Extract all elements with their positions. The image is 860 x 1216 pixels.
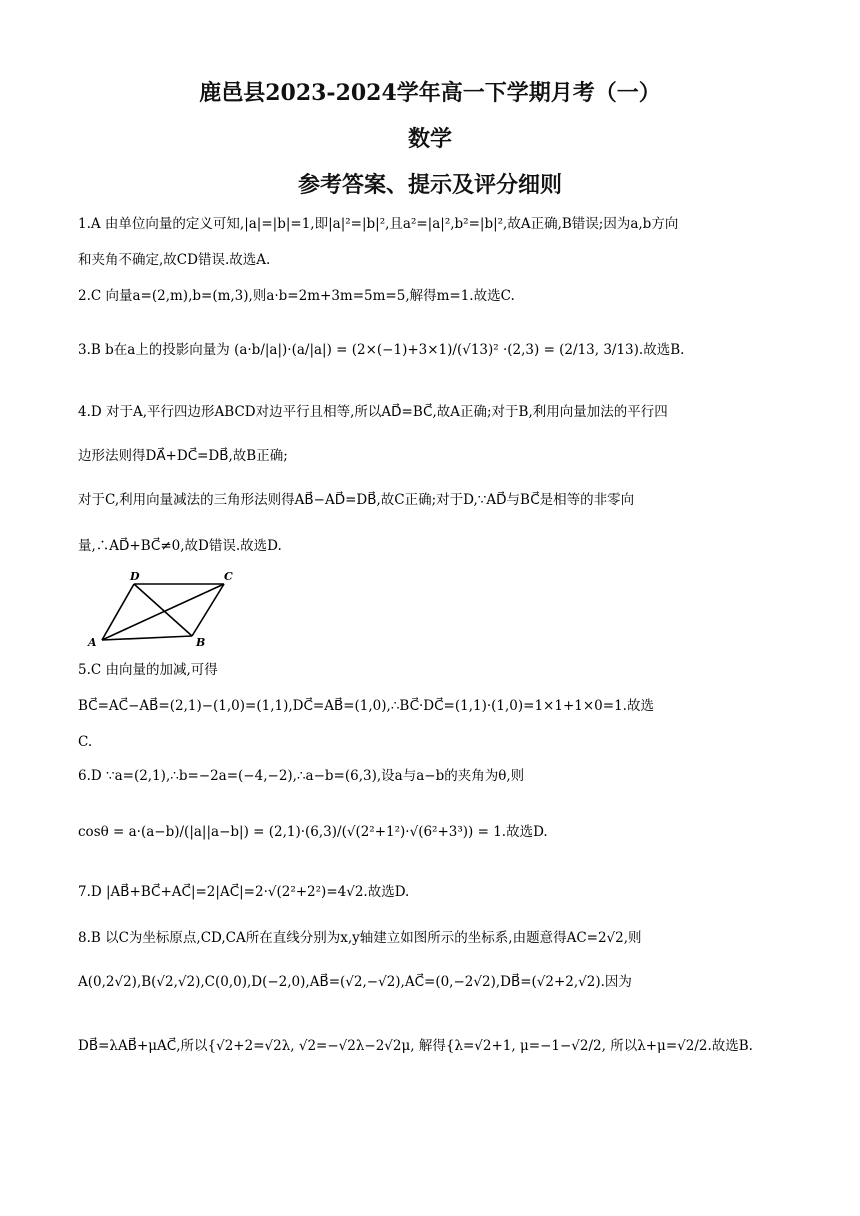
vertex-label-a: A xyxy=(88,636,97,649)
answer-5-line-2: BC⃗=AC⃗−AB⃗=(2,1)−(1,0)=(1,1),DC⃗=AB⃗=(1,0),∴BC⃗·DC⃗=(1,1)·(1,0)=1×1+1×0=1.故选 xyxy=(78,698,654,714)
answer-8-line-2: A(0,2√2),B(√2,√2),C(0,0),D(−2,0),AB⃗=(√2,−√2),AC⃗=(0,−2√2),DB⃗=(√2+2,√2).因为 xyxy=(78,974,632,990)
answer-5-line-3: C. xyxy=(78,734,93,750)
answer-1-line-2: 和夹角不确定,故CD错误.故选A. xyxy=(78,252,271,268)
answer-4-line-3: 对于C,利用向量减法的三角形法则得AB⃗−AD⃗=DB⃗,故C正确;对于D,∵AD⃗与BC⃗是相等的非零向 xyxy=(78,492,635,508)
vertex-label-c: C xyxy=(224,570,233,583)
answer-2: 2.C 向量a=(2,m),b=(m,3),则a·b=2m+3m=5m=5,解得m=1.故选C. xyxy=(78,288,515,304)
answer-8-line-1: 8.B 以C为坐标原点,CD,CA所在直线分别为x,y轴建立如图所示的坐标系,由题意得AC=2√2,则 xyxy=(78,930,642,946)
vertex-label-b: B xyxy=(196,636,206,649)
answer-3: 3.B b在a上的投影向量为 (a·b/|a|)·(a/|a|) = (2×(−1)+3×1)/(√13)² ·(2,3) = (2/13, 3/13).故选B. xyxy=(78,342,685,358)
answer-8-line-3: DB⃗=λAB⃗+μAC⃗,所以{√2+2=√2λ, √2=−√2λ−2√2μ, 解得{λ=√2+1, μ=−1−√2/2, 所以λ+μ=√2/2.故选B. xyxy=(78,1038,753,1054)
answer-1-line-1: 1.A 由单位向量的定义可知,|a|=|b|=1,即|a|²=|b|²,且a²=|a|²,b²=|b|²,故A正确,B错误;因为a,b方向 xyxy=(78,216,679,232)
answer-5-line-1: 5.C 由向量的加减,可得 xyxy=(78,662,218,678)
subject-heading: 数学 xyxy=(407,126,452,152)
answer-4-line-4: 量,∴AD⃗+BC⃗≠0,故D错误.故选D. xyxy=(78,538,282,554)
answer-4-line-1: 4.D 对于A,平行四边形ABCD对边平行且相等,所以AD⃗=BC⃗,故A正确;对于B,利用向量加法的平行四 xyxy=(78,404,668,420)
answer-7: 7.D |AB⃗+BC⃗+AC⃗|=2|AC⃗|=2·√(2²+2²)=4√2.故选D. xyxy=(78,884,410,900)
answer-4-line-2: 边形法则得DA⃗+DC⃗=DB⃗,故B正确; xyxy=(78,448,288,464)
vertex-label-d: D xyxy=(130,570,140,583)
page-title: 鹿邑县2023-2024学年高一下学期月考（一） xyxy=(199,80,661,106)
answer-6-line-2: cosθ = a·(a−b)/(|a||a−b|) = (2,1)·(6,3)/(√(2²+1²)·√(6²+3³)) = 1.故选D. xyxy=(78,824,548,840)
subtitle-heading: 参考答案、提示及评分细则 xyxy=(297,172,562,198)
parallelogram-figure xyxy=(86,570,233,652)
answer-6-line-1: 6.D ∵a=(2,1),∴b=−2a=(−4,−2),∴a−b=(6,3),设a与a−b的夹角为θ,则 xyxy=(78,768,525,784)
